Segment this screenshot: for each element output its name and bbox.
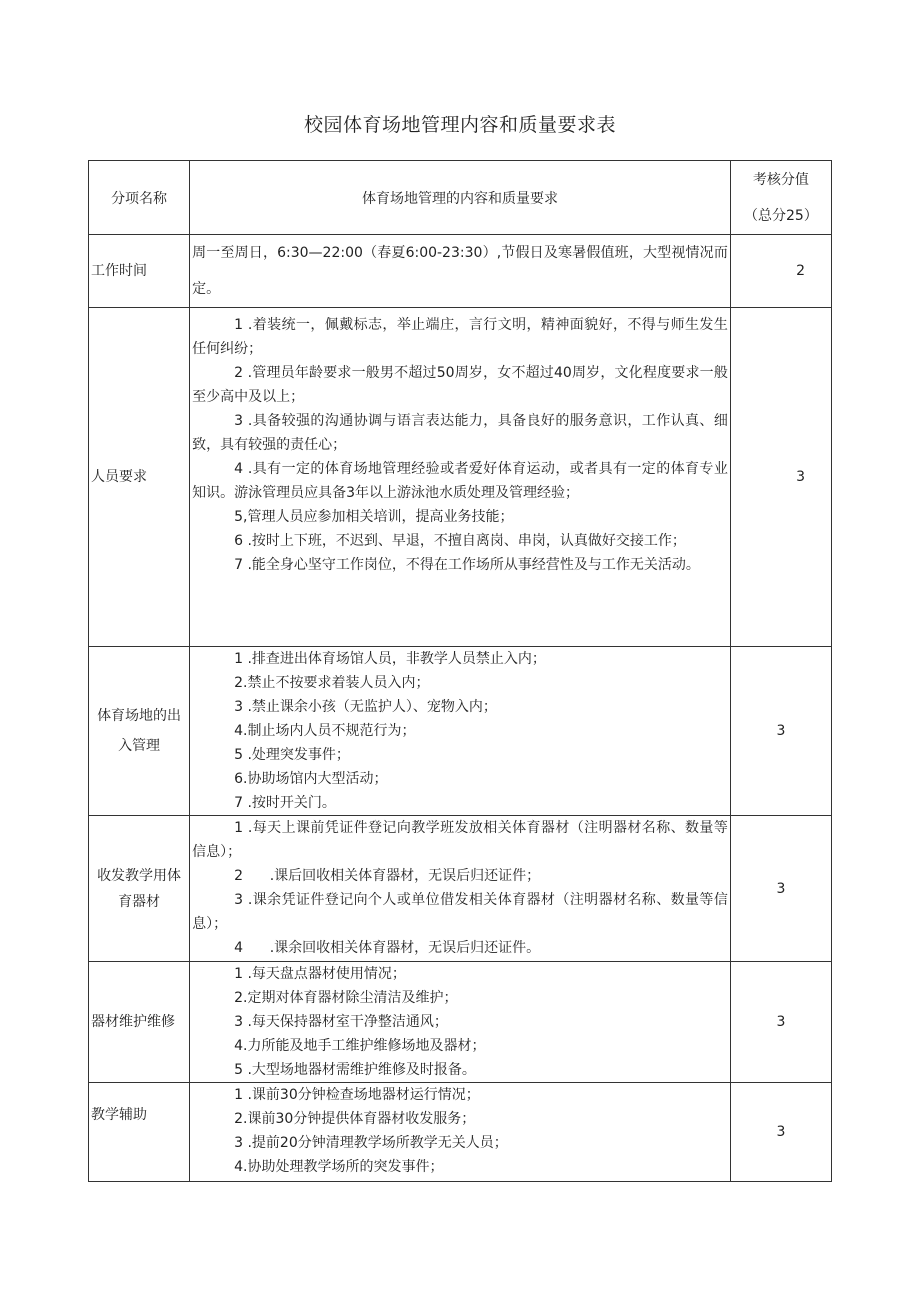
requirement-item: 4.制止场内人员不规范行为； <box>234 723 416 739</box>
requirement-item: 7 .能全身心坚守工作岗位，不得在工作场所从事经营性及与工作无关活动。 <box>234 557 700 573</box>
row-requirements <box>190 962 731 1083</box>
row-score: 3 <box>730 1083 831 1182</box>
requirement-item: 5 .大型场地器材需维护维修及时报备。 <box>234 1062 476 1078</box>
row-score: 3 <box>730 308 831 647</box>
row-requirements <box>190 1083 731 1182</box>
requirement-item: 2.定期对体育器材除尘清洁及维护； <box>234 990 458 1006</box>
requirement-item: 5 .处理突发事件； <box>234 747 350 763</box>
requirement-item: 3 .课余凭证件登记向个人或单位借发相关体育器材（注明器材名称、数量等信息）； <box>192 892 728 932</box>
row-category: 人员要求 <box>89 308 190 647</box>
row-requirements <box>190 235 731 308</box>
requirement-item: 7 .按时开关门。 <box>234 795 336 811</box>
requirement-item: 4.协助处理教学场所的突发事件； <box>234 1159 444 1175</box>
requirement-item: 6 .按时上下班，不迟到、早退，不擅自离岗、串岗，认真做好交接工作； <box>234 533 686 549</box>
row-requirements <box>190 647 731 816</box>
requirement-item: 1 .每天上课前凭证件登记向教学班发放相关体育器材（注明器材名称、数量等信息）； <box>192 820 728 860</box>
requirement-item: 1 .排查进出体育场馆人员，非教学人员禁止入内； <box>234 651 546 667</box>
requirement-item: 2 .课后回收相关体育器材，无误后归还证件； <box>234 868 541 884</box>
table-row <box>89 647 832 816</box>
row-category: 收发教学用体育器材 <box>89 816 190 962</box>
header-requirements: 体育场地管理的内容和质量要求 <box>190 161 731 235</box>
table-row <box>89 308 832 647</box>
row-score: 3 <box>730 962 831 1083</box>
requirement-item: 3 .提前20分钟清理教学场所教学无关人员； <box>234 1135 508 1151</box>
row-category: 体育场地的出入管理 <box>89 647 190 816</box>
table-row <box>89 1083 832 1182</box>
requirement-item: 1 .课前30分钟检查场地器材运行情况； <box>234 1087 480 1103</box>
requirement-item: 6.协助场馆内大型活动； <box>234 771 388 787</box>
requirement-item: 2.禁止不按要求着装人员入内； <box>234 675 430 691</box>
table-row <box>89 235 832 308</box>
header-score <box>730 161 831 235</box>
requirements-table <box>88 160 832 1182</box>
header-score-label: 考核分值 <box>752 171 809 188</box>
requirement-item: 4.力所能及地手工维护维修场地及器材； <box>234 1038 486 1054</box>
requirement-item: 1 .着装统一，佩戴标志，举止端庄，言行文明，精神面貌好，不得与师生发生任何纠纷； <box>192 317 728 357</box>
requirement-item: 周一至周日，6:30—22:00（春夏6:00-23:30）,节假日及寒暑假值班，大型视情况而定。 <box>192 245 728 297</box>
requirement-item: 3 .具备较强的沟通协调与语言表达能力，具备良好的服务意识，工作认真、细致，具有较强的责任心； <box>192 413 728 453</box>
requirement-item: 4 .课余回收相关体育器材，无误后归还证件。 <box>234 940 541 956</box>
header-score-total: （总分25） <box>744 207 818 224</box>
row-requirements <box>190 816 731 962</box>
requirement-item: 3 .每天保持器材室干净整洁通风； <box>234 1014 448 1030</box>
requirement-item: 1 .每天盘点器材使用情况； <box>234 966 406 982</box>
row-score: 3 <box>730 647 831 816</box>
table-header-row <box>89 161 832 235</box>
requirement-item: 4 .具有一定的体育场地管理经验或者爱好体育运动，或者具有一定的体育专业知识。游泳管理员应具备3年以上游泳池水质处理及管理经验； <box>192 461 728 501</box>
requirement-item: 5,管理人员应参加相关培训，提高业务技能； <box>234 509 514 525</box>
row-category: 教学辅助 <box>89 1083 190 1182</box>
row-score: 2 <box>730 235 831 308</box>
row-category: 工作时间 <box>89 235 190 308</box>
header-category: 分项名称 <box>89 161 190 235</box>
row-requirements <box>190 308 731 647</box>
row-category: 器材维护维修 <box>89 962 190 1083</box>
requirement-item: 3 .禁止课余小孩（无监护人）、宠物入内； <box>234 699 497 715</box>
requirement-item: 2 .管理员年龄要求一般男不超过50周岁，女不超过40周岁，文化程度要求一般至少高中及以上； <box>192 365 728 405</box>
page-title: 校园体育场地管理内容和质量要求表 <box>303 114 616 136</box>
requirement-item: 2.课前30分钟提供体育器材收发服务； <box>234 1111 476 1127</box>
table-row <box>89 962 832 1083</box>
table-row <box>89 816 832 962</box>
row-score: 3 <box>730 816 831 962</box>
